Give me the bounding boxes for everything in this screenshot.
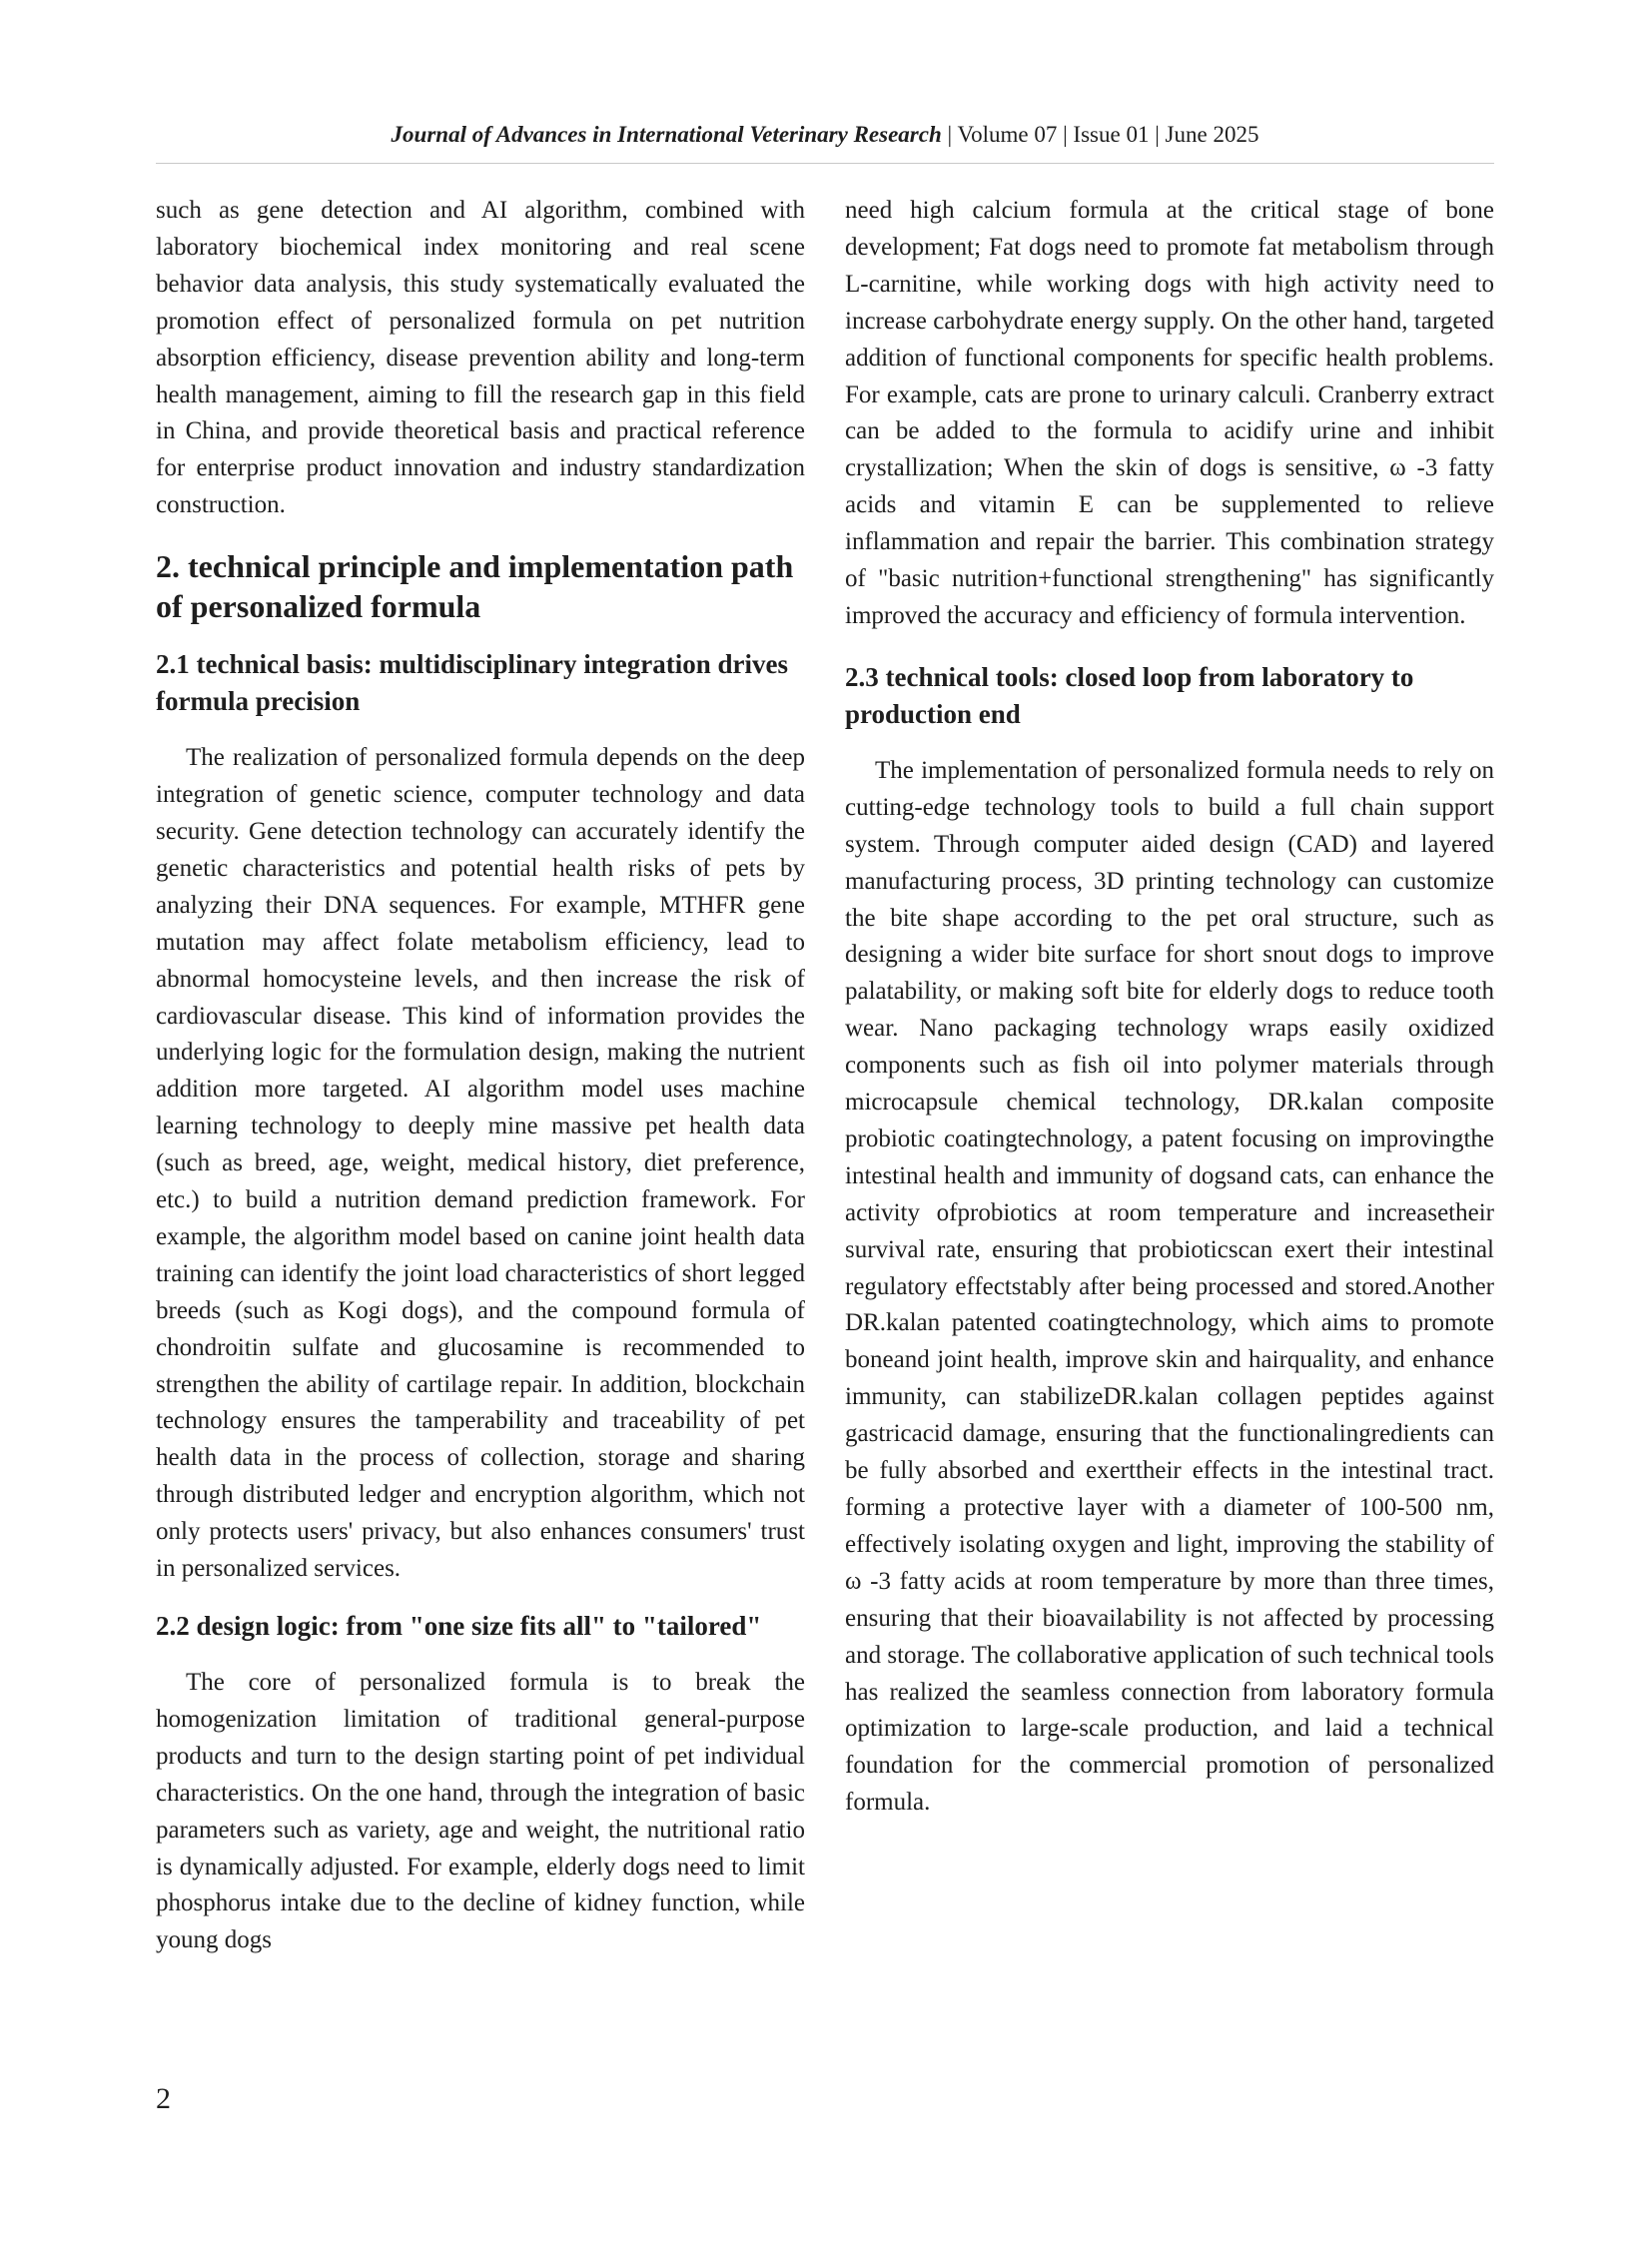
header-rule [156, 163, 1494, 164]
journal-title: Journal of Advances in International Veterinary Research [391, 122, 942, 147]
left-column [156, 193, 805, 1959]
continued-paragraph: need high calcium formula at the critical stage of bone development; Fat dogs need to promote fat metabolism through L-carnitine, while working dogs with high activity need to increase carbohydrate energy supply. On the other hand, targeted addition of functional components for specific health problems. For example, cats are prone to urinary calculi. Cranberry extract can be added to the formula to acidify urine and inhibit crystallization; When the skin of dogs is sensitive, ω -3 fatty acids and vitamin E can be supplemented to relieve inflammation and repair the barrier. This combination strategy of "basic nutrition+functional strengthening" has significantly improved the accuracy and efficiency of formula intervention. [845, 197, 1494, 629]
section-2-2-heading: 2.2 design logic: from "one size fits all" to "tailored" [156, 1611, 762, 1641]
intro-paragraph: such as gene detection and AI algorithm, combined with laboratory biochemical index monitoring and real scene behavior data analysis, this study systematically evaluated the promotion effect of personalized formula on pet nutrition absorption efficiency, disease prevention ability and long-term health management, aiming to fill the research gap in this field in China, and provide theoretical basis and practical reference for enterprise product innovation and industry standardization construction. [156, 197, 805, 519]
section-2-heading: 2. technical principle and implementation path of personalized formula [156, 548, 794, 625]
running-header [156, 120, 1494, 150]
section-2-3-heading: 2.3 technical tools: closed loop from laboratory to production end [845, 661, 1414, 729]
section-2-3-paragraph: The implementation of personalized formula needs to rely on cutting-edge technology tools to build a full chain support system. Through computer aided design (CAD) and layered manufacturing process, 3D printing technology can customize the bite shape according to the pet oral structure, such as designing a wider bite surface for short snout dogs to improve palatability, or making soft bite for elderly dogs to reduce tooth wear. Nano packaging technology wraps easily oxidized components such as fish oil into polymer materials through microcapsule chemical technology, DR.kalan composite probiotic coatingtechnology, a patent focusing on improvingthe intestinal health and immunity of dogsand cats, can enhance the activity ofprobiotics at room temperature and increasetheir survival rate, ensuring that probioticscan exert their intestinal regulatory effectstably after being processed and stored.Another DR.kalan patented coatingtechnology, which aims to promote boneand joint health, improve skin and hairquality, and enhance immunity, can stabilizeDR.kalan collagen peptides against gastricacid damage, ensuring that the functionalingredients can be fully absorbed and exerttheir effects in the intestinal tract. forming a protective layer with a diameter of 100-500 nm, effectively isolating oxygen and light, improving the stability of ω -3 fatty acids at room temperature by more than three times, ensuring that their bioavailability is not affected by processing and storage. The collaborative application of such technical tools has realized the seamless connection from laboratory formula optimization to large-scale production, and laid a technical foundation for the commercial promotion of personalized formula. [845, 756, 1495, 1817]
right-column [845, 193, 1494, 1822]
issue-info: | Volume 07 | Issue 01 | June 2025 [941, 122, 1259, 147]
section-2-1-heading: 2.1 technical basis: multidisciplinary integration drives formula precision [156, 649, 789, 717]
page-number: 2 [156, 2082, 171, 2115]
section-2-1-paragraph: The realization of personalized formula depends on the deep integration of genetic science, computer technology and data security. Gene detection technology can accurately identify the genetic characteristics and potential health risks of pets by analyzing their DNA sequences. For example, MTHFR gene mutation may affect folate metabolism efficiency, lead to abnormal homocysteine levels, and then increase the risk of cardiovascular disease. This kind of information provides the underlying logic for the formulation design, making the nutrient addition more targeted. AI algorithm model uses machine learning technology to deeply mine massive pet health data (such as breed, age, weight, medical history, diet preference, etc.) to build a nutrition demand prediction framework. For example, the algorithm model based on canine joint health data training can identify the joint load characteristics of short legged breeds (such as Kogi dogs), and the compound formula of chondroitin sulfate and glucosamine is recommended to strengthen the ability of cartilage repair. In addition, blockchain technology ensures the tamperability and traceability of pet health data in the process of collection, storage and sharing through distributed ledger and encryption algorithm, which not only protects users' privacy, but also enhances consumers' trust in personalized services. [156, 744, 805, 1583]
section-2-2-paragraph: The core of personalized formula is to break the homogenization limitation of traditional general-purpose products and turn to the design starting point of pet individual characteristics. On the one hand, through the integration of basic parameters such as variety, age and weight, the nutritional ratio is dynamically adjusted. For example, elderly dogs need to limit phosphorus intake due to the decline of kidney function, while young dogs [156, 1669, 805, 1954]
